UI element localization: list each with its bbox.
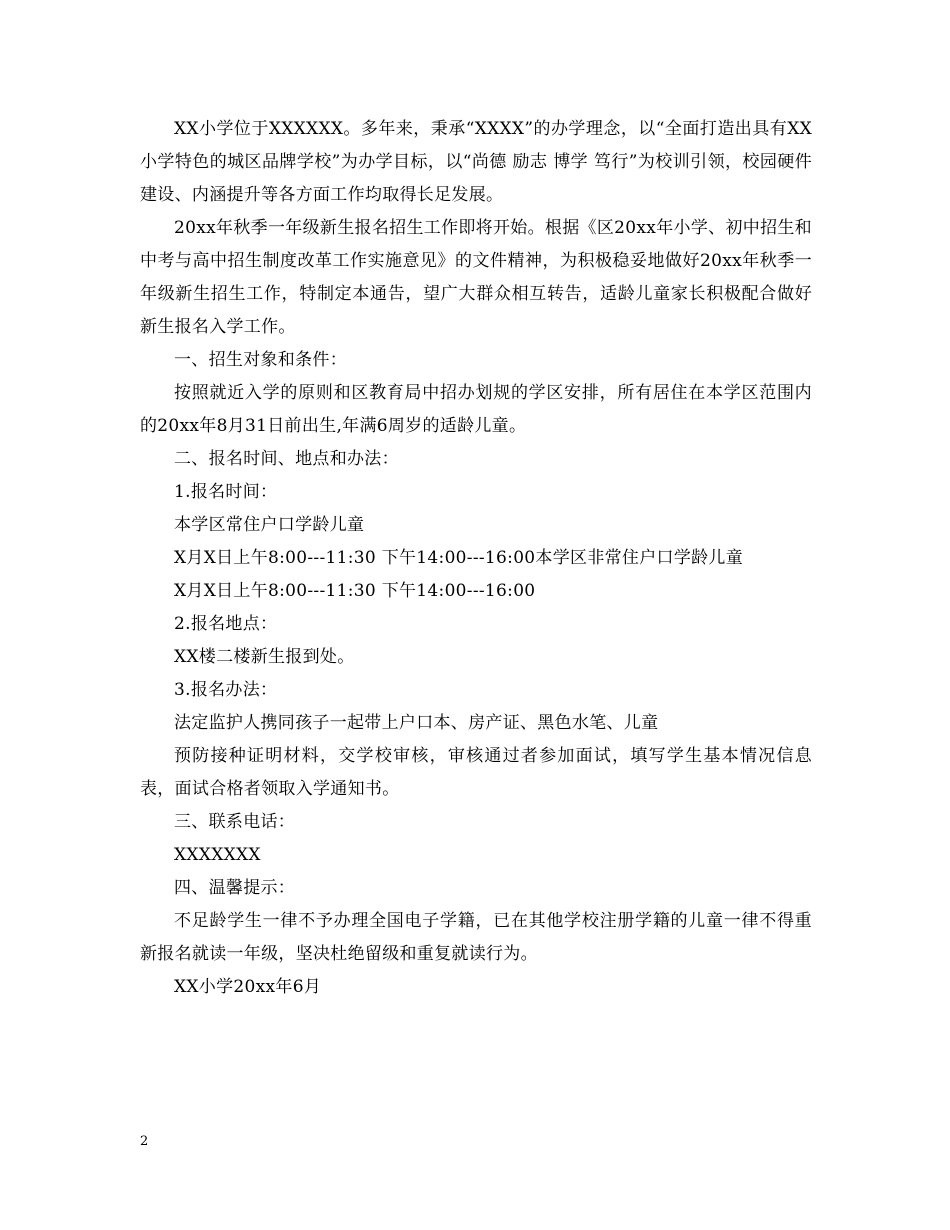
paragraph-review-process: 预防接种证明材料，交学校审核，审核通过者参加面试，填写学生基本情况信息表，面试合格者领取入学通知书。: [140, 746, 812, 799]
subheading-registration-location: 2.报名地点：: [174, 614, 278, 634]
paragraph-eligibility: 按照就近入学的原则和区教育局中招办划规的学区安排，所有居住在本学区范围内的20xx年8月31日前出生,年满6周岁的适龄儿童。: [140, 383, 812, 436]
heading-section-3: 三、联系电话：: [174, 812, 296, 832]
subheading-registration-method: 3.报名办法：: [174, 680, 278, 700]
paragraph-school-intro: XX小学位于XXXXXX。多年来，秉承“XXXX”的办学理念，以“全面打造出具有XX小学特色的城区品牌学校”为办学目标，以“尚德 励志 博学 笃行”为校训引领，校园硬件建设、内涵提升等各方面工作均取得长足发展。: [140, 119, 812, 205]
line-location: XX楼二楼新生报到处。: [174, 647, 355, 667]
subheading-registration-time: 1.报名时间：: [174, 482, 278, 502]
heading-section-2: 二、报名时间、地点和办法：: [174, 449, 399, 469]
heading-section-1: 一、招生对象和条件：: [174, 350, 347, 370]
line-time-slot-2: X月X日上午8:00---11:30 下午14:00---16:00: [174, 581, 536, 601]
heading-section-4: 四、温馨提示：: [174, 878, 296, 898]
page-number: 2: [140, 1134, 149, 1149]
paragraph-reminder: 不足龄学生一律不予办理全国电子学籍，已在其他学校注册学籍的儿童一律不得重新报名就读一年级，坚决杜绝留级和重复就读行为。: [140, 911, 812, 964]
signature-date: XX小学20xx年6月: [174, 977, 322, 997]
document-body: [140, 113, 812, 1004]
line-contact-phone: XXXXXXX: [174, 845, 261, 865]
paragraph-enrollment-notice: 20xx年秋季一年级新生报名招生工作即将开始。根据《区20xx年小学、初中招生和中考与高中招生制度改革工作实施意见》的文件精神，为积极稳妥地做好20xx年秋季一年级新生招生工作，特制定本通告，望广大群众相互转告，适龄儿童家长积极配合做好新生报名入学工作。: [140, 218, 812, 337]
line-required-documents: 法定监护人携同孩子一起带上户口本、房产证、黑色水笔、儿童: [174, 713, 659, 733]
line-time-slot-1: X月X日上午8:00---11:30 下午14:00---16:00本学区非常住户口学龄儿童: [174, 548, 744, 568]
line-resident-children: 本学区常住户口学龄儿童: [174, 515, 365, 535]
